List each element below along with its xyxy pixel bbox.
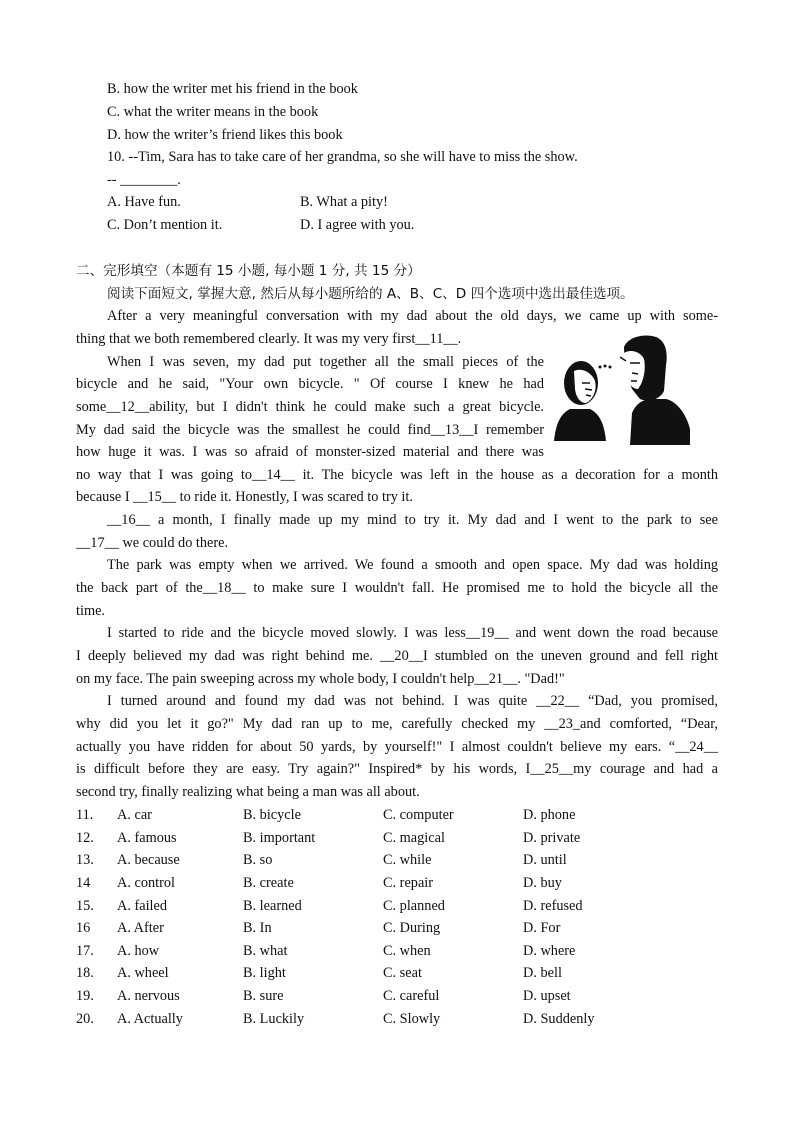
passage-line: When I was seven, my dad put together all the small pieces of the — [107, 354, 544, 370]
passage-line: on my face. The pain sweeping across my whole body, I couldn't help__21__. "Dad!" — [76, 671, 565, 687]
option-c: C. magical — [383, 830, 445, 846]
option-d: D. Suddenly — [523, 1011, 595, 1027]
passage-line: because I __15__ to ride it. Honestly, I was scared to try it. — [76, 489, 413, 505]
passage-line: time. — [76, 603, 105, 619]
option-c: C. planned — [383, 898, 445, 914]
option-b: B. so — [243, 852, 273, 868]
option-a: A. how — [117, 943, 160, 959]
passage-line: why did you let it go?" My dad ran up to me, carefully checked my __23_and comforted, “Dear, — [76, 716, 718, 732]
option-number: 17. — [76, 943, 94, 959]
option-c: C. computer — [383, 807, 454, 823]
option-c: C. seat — [383, 965, 422, 981]
father-son-illustration — [552, 333, 692, 445]
option-a: A. because — [117, 852, 180, 868]
option-c: C. repair — [383, 875, 434, 891]
option-b: B. important — [243, 830, 316, 846]
option-d: D. For — [523, 920, 561, 936]
q10-answer-line: -- ________. — [107, 172, 181, 188]
section-instruction: 阅读下面短文, 掌握大意, 然后从每小题所给的 A、B、C、D 四个选项中选出最佳选项。 — [107, 286, 634, 302]
option-number: 11. — [76, 807, 94, 823]
option-b: B. In — [243, 920, 272, 936]
option-b: B. create — [243, 875, 294, 891]
option-d: D. phone — [523, 807, 576, 823]
q10-option-c: C. Don’t mention it. — [107, 217, 223, 233]
q9-option-c: C. what the writer means in the book — [107, 104, 319, 120]
passage-line: thing that we both remembered clearly. It was my very first__11__. — [76, 331, 462, 347]
option-a: A. failed — [117, 898, 168, 914]
passage-line: second try, finally realizing what being a man was all about. — [76, 784, 420, 800]
option-c: C. while — [383, 852, 432, 868]
section-heading: 二、完形填空（本题有 15 小题, 每小题 1 分, 共 15 分） — [76, 263, 421, 279]
option-c: C. Slowly — [383, 1011, 441, 1027]
passage-line: bicycle and he said, "Your own bicycle. " Of course I knew he had — [76, 376, 544, 392]
passage-line: the back part of the__18__ to make sure I wouldn't fall. He promised me to hold the bicycle all the — [76, 580, 718, 596]
option-a: A. Actually — [117, 1011, 183, 1027]
option-number: 12. — [76, 830, 94, 846]
q10-option-a: A. Have fun. — [107, 194, 181, 210]
option-number: 14 — [76, 875, 91, 891]
option-d: D. until — [523, 852, 567, 868]
option-c: C. During — [383, 920, 441, 936]
option-a: A. famous — [117, 830, 177, 846]
passage-line: I turned around and found my dad was not behind. I was quite __22__ “Dad, you promised, — [107, 693, 718, 709]
q10-option-d: D. I agree with you. — [300, 217, 415, 233]
q10-option-b: B. What a pity! — [300, 194, 388, 210]
option-a: A. nervous — [117, 988, 180, 1004]
option-b: B. what — [243, 943, 288, 959]
option-b: B. Luckily — [243, 1011, 305, 1027]
option-a: A. control — [117, 875, 175, 891]
option-c: C. careful — [383, 988, 440, 1004]
passage-line: My dad said the bicycle was the smallest he could find__13__I remember — [76, 422, 544, 438]
option-b: B. learned — [243, 898, 302, 914]
passage-line: some__12__ability, but I didn't think he could make such a great bicycle. — [76, 399, 544, 415]
passage-line: I deeply believed my dad was right behind me. __20__I stumbled on the uneven ground and fell right — [76, 648, 718, 664]
passage-line: how huge it was. I was so afraid of monster-sized material and there was — [76, 444, 544, 460]
option-b: B. bicycle — [243, 807, 301, 823]
passage-line: __17__ we could do there. — [76, 535, 229, 551]
passage-line: no way that I was going to__14__ it. The bicycle was left in the house as a decoration for a month — [76, 467, 718, 483]
option-d: D. upset — [523, 988, 571, 1004]
passage-line: actually you have ridden for about 50 yards, by yourself!" I almost couldn't believe my ears. “__24__ — [76, 739, 718, 755]
option-a: A. car — [117, 807, 152, 823]
option-number: 19. — [76, 988, 94, 1004]
passage-line: The park was empty when we arrived. We found a smooth and open space. My dad was holding — [107, 557, 718, 573]
option-number: 18. — [76, 965, 94, 981]
q10-stem: 10. --Tim, Sara has to take care of her grandma, so she will have to miss the show. — [107, 149, 578, 165]
option-d: D. refused — [523, 898, 583, 914]
passage-line: I started to ride and the bicycle moved slowly. I was less__19__ and went down the road because — [107, 625, 718, 641]
option-number: 15. — [76, 898, 94, 914]
q9-option-b: B. how the writer met his friend in the book — [107, 81, 358, 97]
option-number: 13. — [76, 852, 94, 868]
option-number: 20. — [76, 1011, 94, 1027]
passage-line: __16__ a month, I finally made up my mind to try it. My dad and I went to the park to see — [107, 512, 718, 528]
q9-option-d: D. how the writer’s friend likes this book — [107, 127, 343, 143]
passage-line: is difficult before they are easy. Try again?" Inspired* by his words, I__25__my courage and had a — [76, 761, 718, 777]
option-a: A. wheel — [117, 965, 169, 981]
option-b: B. sure — [243, 988, 284, 1004]
option-d: D. where — [523, 943, 576, 959]
option-d: D. private — [523, 830, 581, 846]
option-b: B. light — [243, 965, 286, 981]
option-d: D. bell — [523, 965, 562, 981]
passage-line: After a very meaningful conversation with my dad about the old days, we came up with some- — [107, 308, 718, 324]
option-c: C. when — [383, 943, 431, 959]
option-number: 16 — [76, 920, 91, 936]
option-d: D. buy — [523, 875, 562, 891]
option-a: A. After — [117, 920, 164, 936]
